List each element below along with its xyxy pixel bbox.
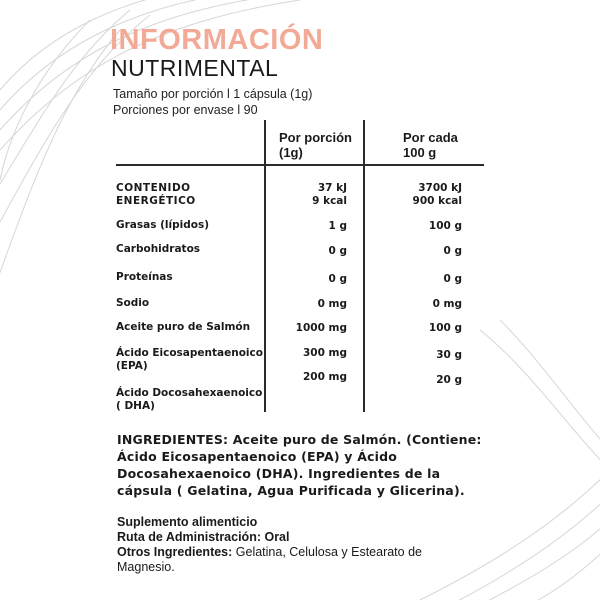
other-ingredients [117,545,487,560]
value-proteins-per-100g: 0 g [443,273,462,285]
table-column-divider-2 [363,120,365,412]
col-header-per-serving: Por porción (1g) [279,130,352,160]
row-label-dha: Ácido Docosahexaenoico ( DHA) [116,387,263,412]
value-salmon-oil-per-serving: 1000 mg [295,322,347,334]
other-ingredients-label: Otros Ingredientes: [117,545,233,559]
col-header-per-100g: Por cada 100 g [403,130,458,160]
other-ingredients-value: Gelatina, Celulosa y Estearato de [232,545,422,559]
row-label-epa: Ácido Eicosapentaenoico (EPA) [116,347,263,372]
ingredients-paragraph: INGREDIENTES: Aceite puro de Salmón. (Contiene: Ácido Eicosapentaenoico (EPA) y Ácido Docosahexaenoico (DHA). Ingredientes de la cápsula ( Gelatina, Agua Purificada y Glicerina). [117,432,482,498]
administration-route: Ruta de Administración: Oral [117,530,290,544]
serving-size: Tamaño por porción l 1 cápsula (1g) [113,87,313,101]
row-label-sodium: Sodio [116,297,150,309]
supplement-notes [117,515,487,575]
value-sodium-per-serving: 0 mg [317,298,347,310]
value-dha-per-serving: 200 mg [302,371,347,383]
value-salmon-oil-per-100g: 100 g [428,322,462,334]
row-label-carbohydrates: Carbohidratos [116,243,201,255]
title-nutrimental: NUTRIMENTAL [111,55,279,81]
value-sodium-per-100g: 0 mg [432,298,462,310]
value-epa-per-100g: 30 g [436,349,462,361]
servings-per-container: Porciones por envase l 90 [113,103,258,117]
value-proteins-per-serving: 0 g [328,273,347,285]
value-energy-per-serving: 37 kJ 9 kcal [312,182,347,207]
table-column-divider-1 [264,120,266,412]
row-label-fats: Grasas (lípidos) [116,219,210,231]
value-fats-per-100g: 100 g [428,220,462,232]
value-fats-per-serving: 1 g [328,220,347,232]
title-informacion: INFORMACIÓN [110,24,324,56]
value-carbs-per-100g: 0 g [443,245,462,257]
row-label-energy: CONTENIDO ENERGÉTICO [116,182,196,207]
value-energy-per-100g: 3700 kJ 900 kcal [412,182,462,207]
row-label-salmon-oil: Aceite puro de Salmón [116,321,251,333]
supplement-type: Suplemento alimenticio [117,515,258,529]
value-epa-per-serving: 300 mg [302,347,347,359]
value-dha-per-100g: 20 g [436,374,462,386]
row-label-proteins: Proteínas [116,271,173,283]
value-carbs-per-serving: 0 g [328,245,347,257]
table-header-divider [116,164,484,166]
other-ingredients-continued: Magnesio. [117,560,175,574]
